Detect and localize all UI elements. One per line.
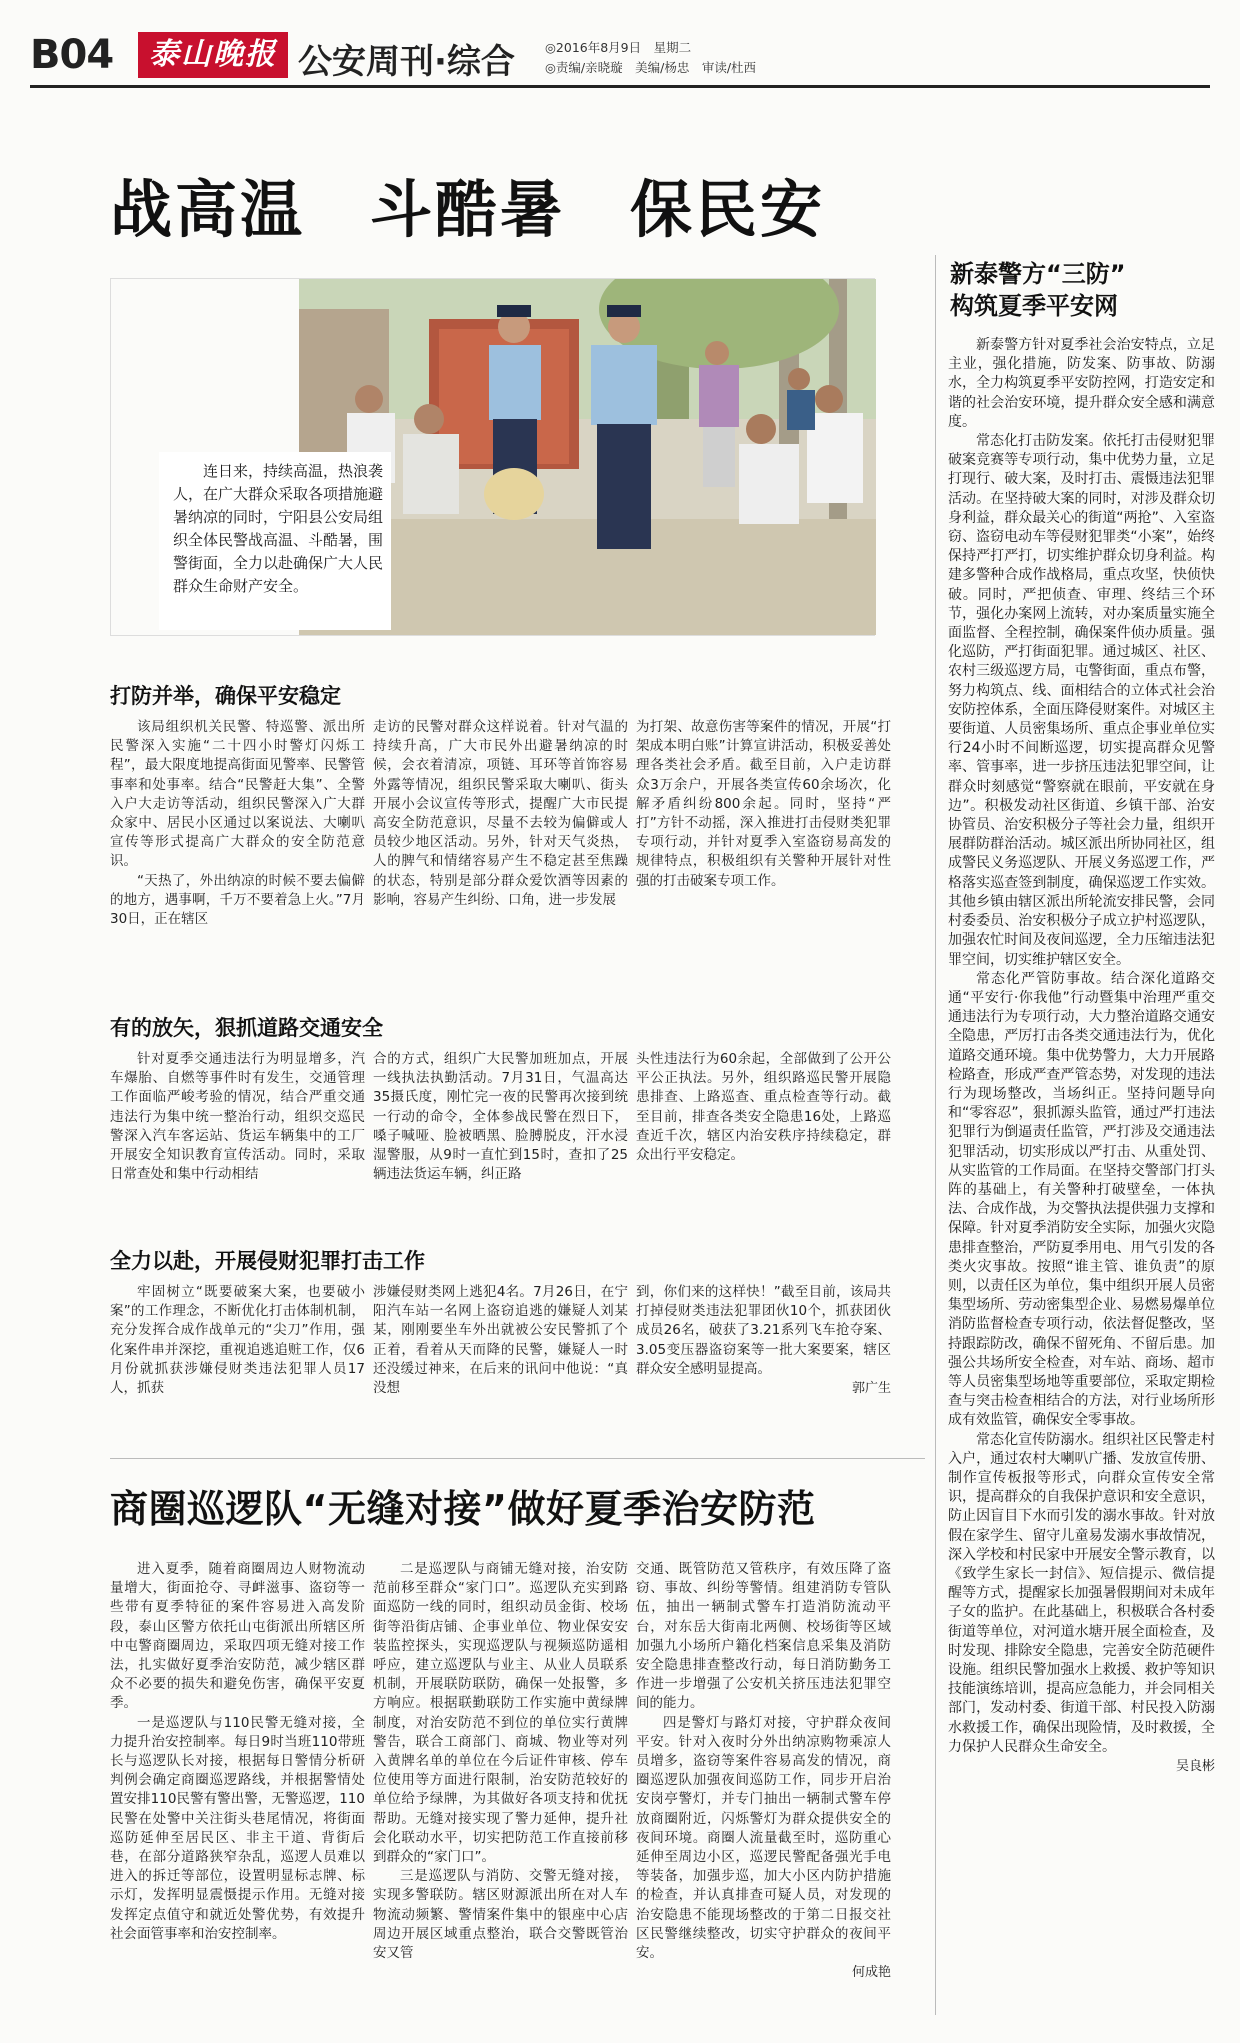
- byline: 何成艳: [851, 1965, 891, 1981]
- column-divider: [935, 255, 936, 2015]
- paragraph: 走访的民警对群众这样说着。针对气温的持续升高，广大市民外出避暑纳凉的时候，会衣着清凉，项链、耳环等首饰容易外露等情况，组织民警采取大喇叭、街头开展小会议宣传等形式，提醒广大市民提高安全防范意识，尽量不去较为偏僻或人员较少地区活动。另外，针对天气炎热，人的脾气和情绪容易产生不稳定甚至焦躁的状态，特别是部分群众爱饮酒等因素的影响，容易产生纠纷、口角，进一步发展: [373, 719, 628, 908]
- paragraph: 常态化严管防事故。结合深化道路交通“平安行·你我他”行动暨集中治理严重交通违法行为专项行动，大力整治道路交通安全隐患，严厉打击各类交通违法行为，优化道路交通环境。集中优势警力，大力开展路检路查，形成严查严管态势，对发现的违法行为现场整改，当场纠正。坚持问题导向和“零容忍”，狠抓源头监管，通过严打违法犯罪行为倒逼责任监管，严打涉及交通违法犯罪活动，切实形成以严打击、从重处罚、从实监管的工作局面。在坚持交警部门打头阵的基础上，有关警种打破壁垒，一体执法、合成作战，为交警执法提供强力支撑和保障。针对夏季消防安全实际，加强火灾隐患排查整治，严防夏季用电、用气引发的各类火灾事故。按照“谁主管、谁负责”的原则，以责任区为单位，集中组织开展人员密集型场所、劳动密集型企业、易燃易爆单位消防监督检查专项行动，依法督促整改，坚持跟踪防改，确保不留死角、不留后患。加强公共场所安全检查，对车站、商场、超市等人员密集型场地等重要部位，采取定期检查与突击检查相结合的方法，对行业场所形成有效监管，确保安全零事故。: [948, 970, 1215, 1429]
- s2-col-1: [110, 1050, 365, 1184]
- section-title: 公安周刊·综合: [298, 42, 515, 82]
- paragraph: 牢固树立“既要破案大案，也要破小案”的工作理念，不断优化打击体制机制，充分发挥合成作战单元的“尖刀”作用，强化案件串并深挖，重视追逃追赃工作，仅6月份就抓获涉嫌侵财类违法犯罪人员17人，抓获: [110, 1284, 365, 1397]
- sidebar-body: [948, 336, 1215, 1776]
- s1-col-3: [636, 718, 891, 891]
- paragraph: 头性违法行为60余起，全部做到了公开公平公正执法。另外，组织路巡民警开展隐患排查、上路巡查、重点检查等行动。截至目前，排查各类安全隐患16处，上路巡查近千次，辖区内治安秩序持续稳定，群众出行平安稳定。: [636, 1051, 891, 1164]
- paragraph: 到，你们来的这样快！”截至目前，该局共打掉侵财类违法犯罪团伙10个，抓获团伙成员26名，破获了3.21系列飞车抢夺案、3.05变压器盗窃案等一批大案要案，辖区群众安全感明显提高。: [636, 1284, 891, 1377]
- masthead: [30, 28, 1210, 88]
- sidebar-headline-line: 构筑夏季平安网: [950, 292, 1118, 320]
- story2-col-2: [373, 1560, 628, 1963]
- page-number: B04: [30, 32, 114, 78]
- paragraph: 三是巡逻队与消防、交警无缝对接，实现多警联防。辖区财源派出所在对人车物流动频繁、警情案件集中的银座中心店周边开展区域重点整治，联合交警既管治安又管: [373, 1868, 628, 1962]
- story2-col-3: [636, 1560, 891, 1982]
- s1-col-2: [373, 718, 628, 910]
- s3-col-3: [636, 1283, 891, 1398]
- paragraph: 常态化打击防发案。依托打击侵财犯罪破案竞赛等专项行动，集中优势力量，立足打现行、破大案，及时打击、震慑违法犯罪活动。在坚持破大案的同时，对涉及群众切身利益，群众最关心的街道“两抢”、入室盗窃、盗窃电动车等侵财犯罪类“小案”，始终保持严打严打，切实维护群众切身利益。构建多警种合成作战格局，重点攻坚，快侦快破。同时，严把侦查、审理、终结三个环节，强化办案网上流转，对办案质量实施全面监督、全程控制，确保案件侦办质量。强化巡防，严打街面犯罪。通过城区、社区、农村三级巡逻方局，屯警街面，重点布警，努力构筑点、线、面相结合的立体式社会治安防控体系，全面压降侵财案件。对城区主要街道、人员密集场所、重点企事业单位实行24小时不间断巡逻，切实提高群众见警率、管事率，进一步挤压违法犯罪空间，让群众时刻感觉“警察就在眼前，平安就在身边”。积极发动社区街道、乡镇干部、治安协管员、治安积极分子等社会力量，组织开展群防群治活动。城区派出所协同社区，组成警民义务巡逻队、开展义务巡逻工作，严格落实巡查签到制度，确保巡逻工作实效。其他乡镇由辖区派出所轮流安排民警，会同村委委员、治安积极分子成立护村巡逻队，加强农忙时间及夜间巡逻，全力压缩违法犯罪空间，切实维护辖区安全。: [948, 433, 1215, 968]
- paragraph: 二是巡逻队与商铺无缝对接，治安防范前移至群众“家门口”。巡逻队充实到路面巡防一线的同时，组织动员金街、校场街等沿街店铺、企事业单位、物业保安安装监控探头，实现巡逻队与视频巡防遥相呼应，建立巡逻队与业主、从业人员联系机制，开展联防联防，确保一处报警，多方响应。根据联勤联防工作实施中黄绿牌制度，对治安防范不到位的单位实行黄牌警告，联合工商部门、商城、物业等对列入黄牌名单的单位在今后证件审核、停车位使用等方面进行限制，治安防范较好的单位给予绿牌，为其做好各项支持和优抚帮助。无缝对接实现了警力延伸，提升社会化联动水平，切实把防范工作直接前移到群众的“家门口”。: [373, 1561, 628, 1866]
- paragraph: 新泰警方针对夏季社会治安特点，立足主业，强化措施，防发案、防事故、防溺水，全力构筑夏季平安防控网，打造安定和谐的社会治安环境，提升群众安全感和满意度。: [948, 337, 1215, 430]
- photo-caption: 连日来，持续高温，热浪袭人，在广大群众采取各项措施避暑纳凉的同时，宁阳县公安局组织全体民警战高温、斗酷暑，围警街面，全力以赴确保广大人民群众生命财产安全。: [159, 452, 391, 630]
- paragraph: 交通、既管防范又管秩序，有效压降了盗窃、事故、纠纷等警情。组建消防专管队伍，抽出一辆制式警车打造消防流动平台，对东岳大街南北两侧、校场街等区域加强九小场所户籍化档案信息采集及消防安全隐患排查整改行动，每日消防勤务工作进一步增强了公安机关挤压违法犯罪空间的能力。: [636, 1561, 891, 1712]
- newspaper-logo: 泰山晚报: [138, 32, 288, 78]
- s3-col-1: [110, 1283, 365, 1398]
- subhead-1: 打防并举，确保平安稳定: [110, 684, 341, 708]
- paragraph: 涉嫌侵财类网上逃犯4名。7月26日，在宁阳汽车站一名网上盗窃追逃的嫌疑人刘某某，刚刚要坐车外出就被公安民警抓了个正着，看着从天而降的民警，嫌疑人一时还没缓过神来，在后来的讯问中他说：“真没想: [373, 1284, 628, 1397]
- paragraph: 一是巡逻队与110民警无缝对接，全力提升治安控制率。每日9时当班110带班长与巡逻队长对接，根据每日警情分析研判例会确定商圈巡逻路线，并根据警情处置安排110民警有警出警，无警巡逻，110民警在处警中关注街头巷尾情况，将街面巡防延伸至居民区、非主干道、背街后巷，在部分道路狭窄杂乱，巡逻人员难以进入的拆迁等部位，设置明显标志牌、标示灯，发挥明显震慑提示作用。无缝对接发挥定点值守和就近处警优势，有效提升社会面管事率和治安控制率。: [110, 1714, 365, 1942]
- sidebar-headline-line: 新泰警方“三防”: [950, 260, 1126, 288]
- byline: 郭广生: [851, 1381, 891, 1397]
- story2-col-1: [110, 1560, 365, 1944]
- subhead-2: 有的放矢，狠抓道路交通安全: [110, 1016, 383, 1040]
- paragraph: 四是警灯与路灯对接，守护群众夜间平安。针对入夜时分外出纳凉购物乘凉人员增多，盗窃等案件容易高发的情况，商圈巡逻队加强夜间巡防工作，同步开启治安岗亭警灯，并专门抽出一辆制式警车停放商圈附近，闪烁警灯为群众提供安全的夜间环境。商圈人流量截至时，巡防重心延伸至周边小区，巡逻民警配备强光手电等装备，加强步巡，加大小区内防护措施的检查，并认真排查可疑人员，对发现的治安隐患不能现场整改的于第二日报交社区民警继续整改，切实守护群众的夜间平安。: [636, 1714, 891, 1962]
- s1-col-1: [110, 718, 365, 929]
- main-headline: 战高温 斗酷暑 保民安: [110, 173, 826, 246]
- story-divider: [110, 1458, 925, 1459]
- paragraph: 为打架、故意伤害等案件的情况，开展“打架成本明白账”计算宣讲活动，积极妥善处理各类社会矛盾。截至目前，入户走访群众3万余户，开展各类宣传60余场次，化解矛盾纠纷800余起。同时，坚持“严打”方针不动摇，深入推进打击侵财类犯罪专项行动，并针对夏季入室盗窃易高发的规律特点，积极组织有关警种开展针对性强的打击破案专项工作。: [636, 719, 891, 889]
- s2-col-2: [373, 1050, 628, 1184]
- s3-col-2: [373, 1283, 628, 1398]
- paragraph: 该局组织机关民警、特巡警、派出所民警深入实施“二十四小时警灯闪烁工程”，最大限度地提高街面见警率、民警管事率和处事率。结合“民警赶大集”、全警入户大走访等活动，组织民警深入广大群众家中、居民小区通过以案说法、大喇叭宣传等形式提高广大群众的安全防范意识。: [110, 719, 365, 870]
- date-line: ◎2016年8月9日 星期二: [545, 40, 692, 55]
- paragraph: 合的方式，组织广大民警加班加点，开展一线执法执勤活动。7月31日，气温高达35摄氏度，刚忙完一夜的民警再次接到统一行动的命令，全体参战民警在烈日下，嗓子喊哑、脸被晒黑、脸膊脱皮，汗水浸湿警服，从9时一直忙到15时，查扣了25辆违法货运车辆，纠正路: [373, 1051, 628, 1183]
- sidebar-headline: [950, 258, 1126, 322]
- paragraph: 针对夏季交通违法行为明显增多，汽车爆胎、自燃等事件时有发生，交通管理工作面临严峻考验的情况，结合严重交通违法行为集中统一整治行动，组织交巡民警深入汽车客运站、货运车辆集中的工厂开展安全知识教育宣传活动。同时，采取日常查处和集中行动相结: [110, 1051, 365, 1183]
- byline: 吴良彬: [1175, 1759, 1215, 1775]
- s2-col-3: [636, 1050, 891, 1165]
- story2-headline: 商圈巡逻队“无缝对接”做好夏季治安防范: [110, 1487, 816, 1531]
- paragraph: 常态化宣传防溺水。组织社区民警走村入户，通过农村大喇叭广播、发放宣传册、制作宣传板报等形式，向群众宣传安全常识，提高群众的自我保护意识和安全意识，防止因盲目下水而引发的溺水事故。针对放假在家学生、留守儿童易发溺水事故情况，深入学校和村民家中开展安全警示教育，以《致学生家长一封信》、短信提示、微信提醒等方式，提醒家长加强暑假期间对未成年子女的监护。在此基础上，积极联合各村委街道等单位，对河道水塘开展全面检查，及时发现、排除安全隐患，完善安全防范硬件设施。组织民警加强水上救援、救护等知识技能演练培训，提高应急能力，并会同相关部门，发动村委、街道干部、村民投入防溺水救援工作，确保出现险情，及时救援，全力保护人民群众生命安全。: [948, 1431, 1215, 1755]
- paragraph: 进入夏季，随着商圈周边人财物流动量增大，街面抢夺、寻衅滋事、盗窃等一些带有夏季特征的案件容易进入高发阶段，泰山区警方依托山屯街派出所辖区所中屯警商圈周边，采取四项无缝对接工作法，扎实做好夏季治安防范，减少辖区群众不必要的损失和避免伤害，确保平安夏季。: [110, 1561, 365, 1712]
- lead-photo-block: [110, 278, 875, 636]
- editor-line: ◎责编/亲晓璇 美编/杨忠 审读/杜西: [545, 60, 757, 75]
- paragraph: “天热了，外出纳凉的时候不要去偏僻的地方，遇事啊，千万不要着急上火。”7月30日，正在辖区: [110, 872, 365, 928]
- subhead-3: 全力以赴，开展侵财犯罪打击工作: [110, 1249, 425, 1273]
